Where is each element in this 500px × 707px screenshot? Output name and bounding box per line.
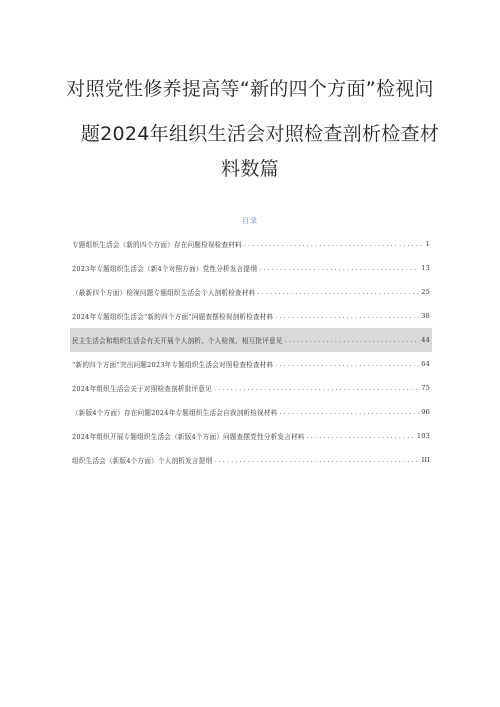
toc-entry-page: 75 xyxy=(421,384,430,392)
toc-entry-page: 103 xyxy=(416,432,430,440)
toc-entry[interactable] xyxy=(72,352,430,376)
toc-entry-title: 2023年专题组织生活会（新4个对照方面）党性分析发言提纲 xyxy=(72,265,258,273)
toc-dot-leader xyxy=(244,240,424,248)
document-title-line-2: 题2024年组织生活会对照检查剖析检查材 xyxy=(80,123,440,145)
toc-entry[interactable] xyxy=(72,280,430,304)
toc-entry[interactable] xyxy=(72,376,430,400)
toc-dot-leader xyxy=(275,360,419,368)
toc-entry-page: 44 xyxy=(421,336,430,344)
toc-dot-leader xyxy=(307,432,415,440)
toc-dot-leader xyxy=(259,264,419,272)
toc-entry-page: 25 xyxy=(421,288,430,296)
toc-entry-title: 2024年组织生活会关于对照检查剖析批评意见 xyxy=(72,385,212,393)
toc-entry[interactable] xyxy=(72,400,430,424)
toc-entry-page: III xyxy=(421,456,430,464)
toc-entry-title: 2024年组织开展专题组织生活会（新版4个方面）问题查摆党性分析发言材料 xyxy=(72,433,305,441)
document-title-line-1: 对照党性修养提高等“新的四个方面”检视问 xyxy=(66,78,434,100)
toc-entry-title: （新版4个方面）存在问题2024年专题组织生活会自我剖析检视材料 xyxy=(72,409,278,417)
toc-dot-leader xyxy=(214,384,419,392)
document-title-line-3: 料数篇 xyxy=(221,158,279,180)
toc-entry-page: 96 xyxy=(421,408,430,416)
toc-entry[interactable] xyxy=(72,448,430,472)
toc-entry-title: 组织生活会（新版4个方面）个人剖析发言提纲 xyxy=(72,457,213,465)
toc-entry[interactable] xyxy=(72,256,430,280)
toc-entry[interactable] xyxy=(72,304,430,328)
toc-heading: 目录 xyxy=(242,217,258,225)
toc-dot-leader xyxy=(257,288,419,296)
toc-dot-leader xyxy=(275,312,419,320)
toc-dot-leader xyxy=(285,336,420,344)
table-of-contents xyxy=(72,232,430,472)
toc-entry-title: （最新四个方面）检视问题专题组织生活会个人剖析检查材料 xyxy=(72,289,256,297)
toc-entry-title: 专题组织生活会（新的四个方面）存在问题检视检查材料 xyxy=(72,241,242,249)
toc-entry-title: 2024年专题组织生活会“新的四个方面”问题查摆检视剖析检查材料 xyxy=(72,313,274,321)
toc-entry-page: 38 xyxy=(421,312,430,320)
toc-dot-leader xyxy=(279,408,419,416)
toc-dot-leader xyxy=(214,456,419,464)
toc-entry-page: 13 xyxy=(421,264,430,272)
toc-entry-title: 民主生活会和组织生活会有关开展个人剖析、个人检视、相互批评意见 xyxy=(72,337,283,345)
toc-entry[interactable] xyxy=(72,424,430,448)
toc-entry-title: “新的四个方面”突出问题2023年专题组织生活会对照检查检查材料 xyxy=(72,361,274,369)
toc-entry-page: 64 xyxy=(421,360,430,368)
toc-entry-selected[interactable] xyxy=(70,328,432,352)
toc-entry[interactable] xyxy=(72,232,430,256)
toc-entry-page: 1 xyxy=(425,240,430,248)
